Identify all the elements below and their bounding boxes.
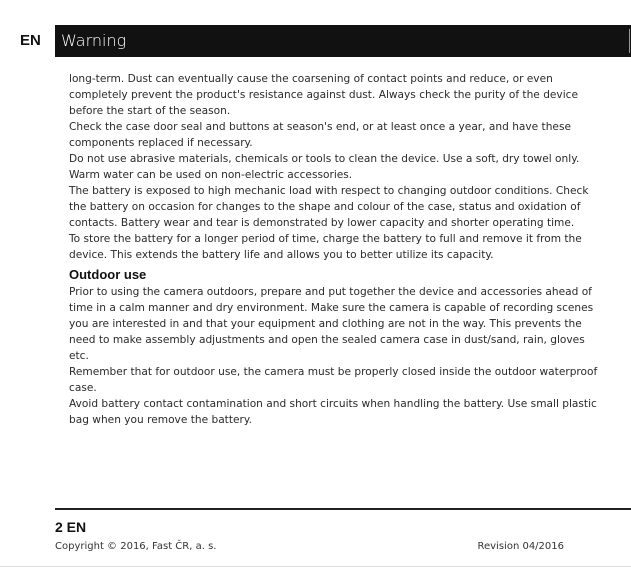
language-tab: EN bbox=[0, 25, 51, 57]
document-body bbox=[69, 71, 599, 428]
paragraph: Prior to using the camera outdoors, prepare and put together the device and accessories ahead of time in a calm manner and dry environment. Make sure the camera is capable of recording scenes you are interested in and that your equipment and clothing are not in the way. This prevents the need to make assembly adjustments and open the sealed camera case in dust/sand, rain, gloves etc. bbox=[69, 286, 594, 362]
paragraph: Remember that for outdoor use, the camera must be properly closed inside the outdoor waterproof case. bbox=[69, 366, 598, 394]
revision-text: Revision 04/2016 bbox=[477, 541, 564, 552]
paragraph: Do not use abrasive materials, chemicals or tools to clean the device. Use a soft, dry towel only. Warm water can be used on non-electric accessories. bbox=[69, 153, 580, 181]
paragraph: The battery is exposed to high mechanic load with respect to changing outdoor conditions. Check the battery on occasion for changes to the shape and colour of the case, status and oxidation of contacts. Battery wear and tear is demonstrated by lower capacity and shorter operating time. bbox=[69, 185, 589, 229]
paragraph: Avoid battery contact contamination and short circuits when handling the battery. Use small plastic bag when you remove the battery. bbox=[69, 398, 597, 426]
bottom-divider bbox=[0, 566, 631, 567]
page-number: 2 EN bbox=[55, 519, 87, 535]
footer-divider bbox=[55, 508, 631, 510]
page-header bbox=[0, 25, 631, 57]
paragraph: Check the case door seal and buttons at season's end, or at least once a year, and have these components replaced if necessary. bbox=[69, 121, 571, 149]
section-title-bar: Warning bbox=[55, 25, 631, 57]
section-heading: Outdoor use bbox=[69, 267, 147, 282]
paragraph: long-term. Dust can eventually cause the coarsening of contact points and reduce, or even completely prevent the product's resistance against dust. Always check the purity of the device before the start of the season. bbox=[69, 73, 578, 117]
paragraph: To store the battery for a longer period of time, charge the battery to full and remove it from the device. This extends the battery life and allows you to better utilize its capacity. bbox=[69, 233, 582, 261]
copyright-text: Copyright © 2016, Fast ČR, a. s. bbox=[55, 541, 217, 552]
